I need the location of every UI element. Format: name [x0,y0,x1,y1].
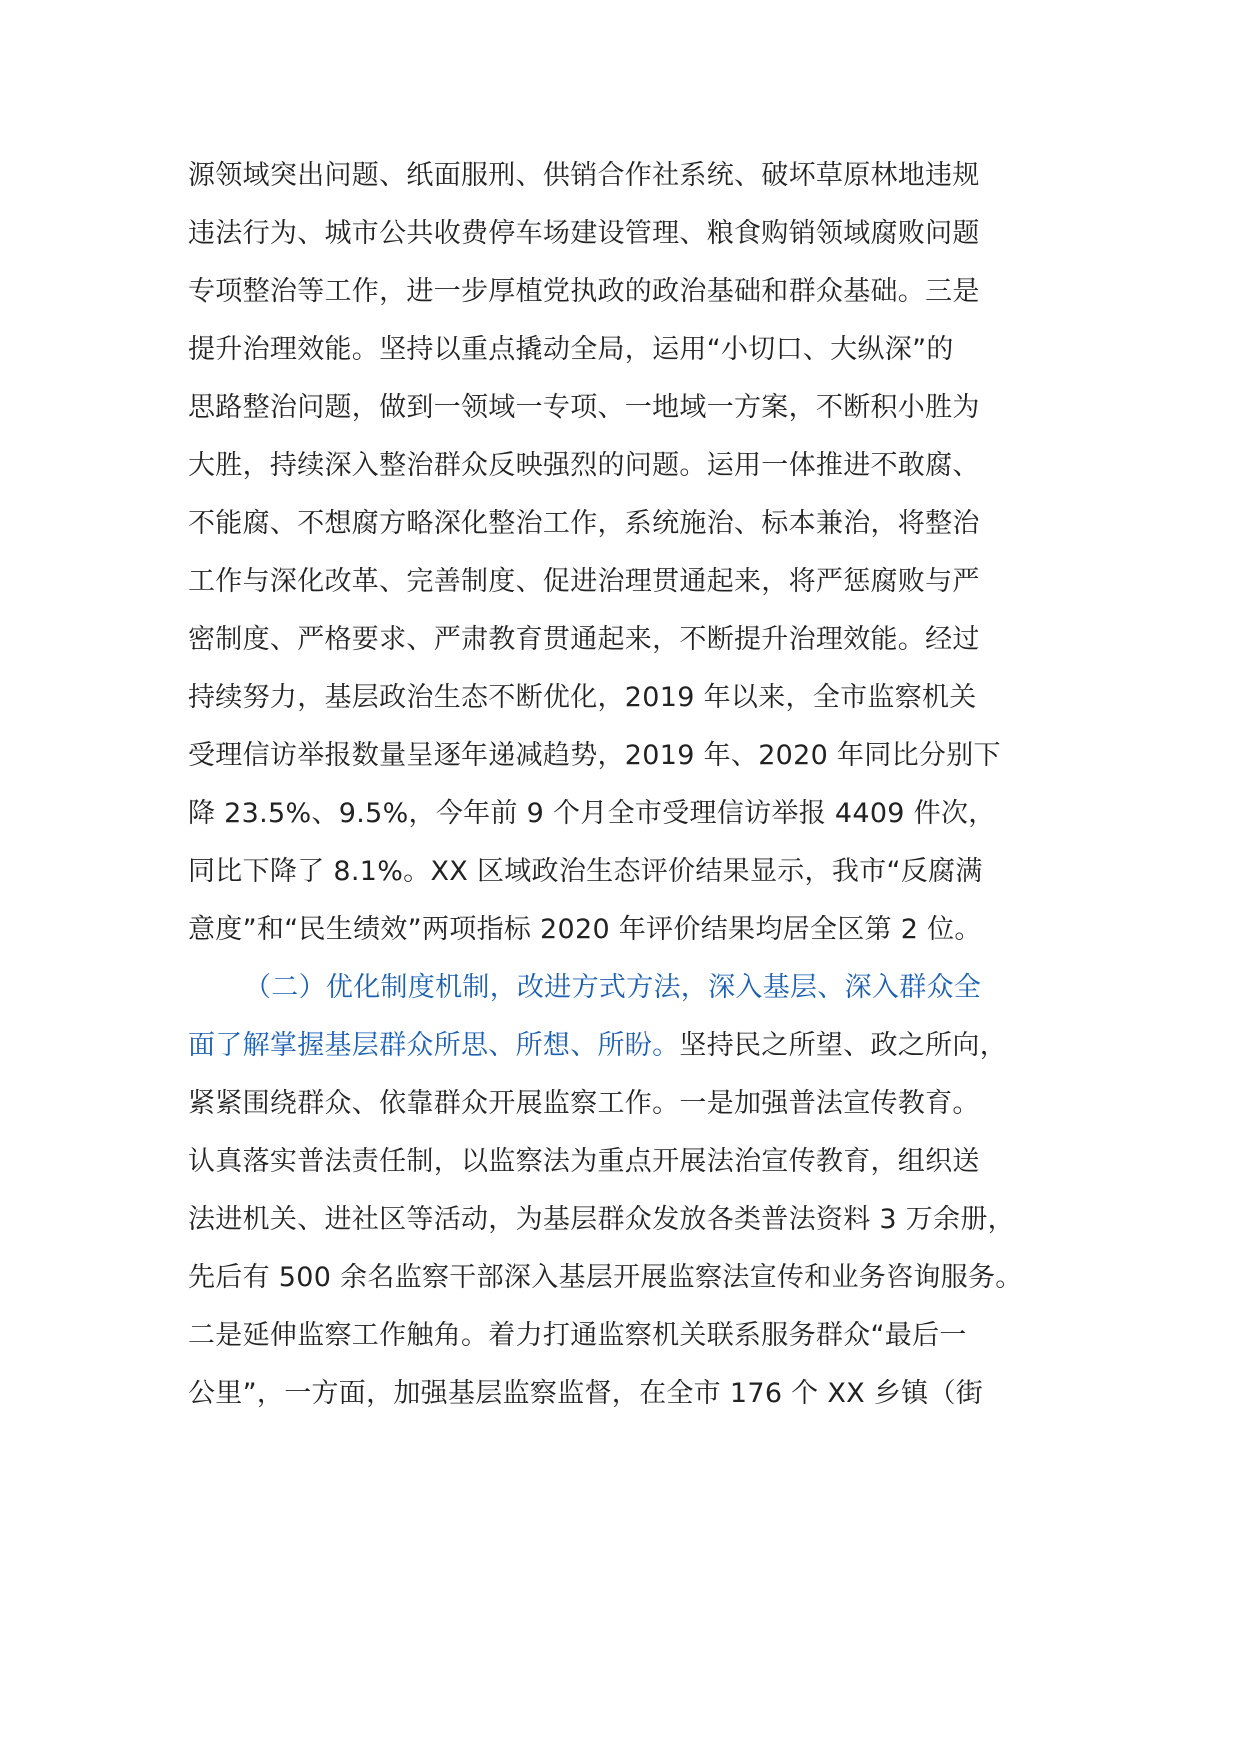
paragraph-line: 持续努力，基层政治生态不断优化，2019 年以来，全市监察机关 [188,682,977,713]
paragraph-line: 大胜，持续深入整治群众反映强烈的问题。运用一体推进不敢腐、 [188,450,980,481]
paragraph-line: 密制度、严格要求、严肃教育贯通起来，不断提升治理效能。经过 [188,624,980,655]
section-heading-line [188,1026,1007,1066]
section-heading-line: （二）优化制度机制，改进方式方法，深入基层、深入群众全 [244,972,982,1003]
paragraph-line: 先后有 500 余名监察干部深入基层开展监察法宣传和业务咨询服务。 [188,1262,1023,1293]
paragraph-line: 提升治理效能。坚持以重点撬动全局，运用“小切口、大纵深”的 [188,334,954,365]
paragraph-line: 法进机关、进社区等活动，为基层群众发放各类普法资料 3 万余册， [188,1204,1015,1235]
paragraph-line: 受理信访举报数量呈逐年递减趋势，2019 年、2020 年同比分别下 [188,740,1001,771]
paragraph-line: 源领域突出问题、纸面服刑、供销合作社系统、破坏草原林地违规 [188,160,980,191]
paragraph-line: 不能腐、不想腐方略深化整治工作，系统施治、标本兼治，将整治 [188,508,980,539]
paragraph-line: 思路整治问题，做到一领域一专项、一地域一方案，不断积小胜为 [188,392,980,423]
paragraph-line: 违法行为、城市公共收费停车场建设管理、粮食购销领域腐败问题 [188,218,980,249]
paragraph-line: 紧紧围绕群众、依靠群众开展监察工作。一是加强普法宣传教育。 [188,1088,980,1119]
paragraph-line: 二是延伸监察工作触角。着力打通监察机关联系服务群众“最后一 [188,1320,967,1351]
section-heading-text: 面了解掌握基层群众所思、所想、所盼。 [188,1030,680,1061]
paragraph-text: 坚持民之所望、政之所向， [679,1030,1008,1061]
paragraph-line: 公里”，一方面，加强基层监察监督，在全市 176 个 XX 乡镇（街 [188,1378,984,1409]
paragraph-line: 工作与深化改革、完善制度、促进治理贯通起来，将严惩腐败与严 [188,566,980,597]
paragraph-line: 专项整治等工作，进一步厚植党执政的政治基础和群众基础。三是 [188,276,980,307]
paragraph-line: 意度”和“民生绩效”两项指标 2020 年评价结果均居全区第 2 位。 [188,914,982,945]
paragraph-line: 同比下降了 8.1%。XX 区域政治生态评价结果显示，我市“反腐满 [188,856,983,887]
paragraph-line: 降 23.5%、9.5%，今年前 9 个月全市受理信访举报 4409 件次， [188,798,996,829]
paragraph-line: 认真落实普法责任制，以监察法为重点开展法治宣传教育，组织送 [188,1146,980,1177]
